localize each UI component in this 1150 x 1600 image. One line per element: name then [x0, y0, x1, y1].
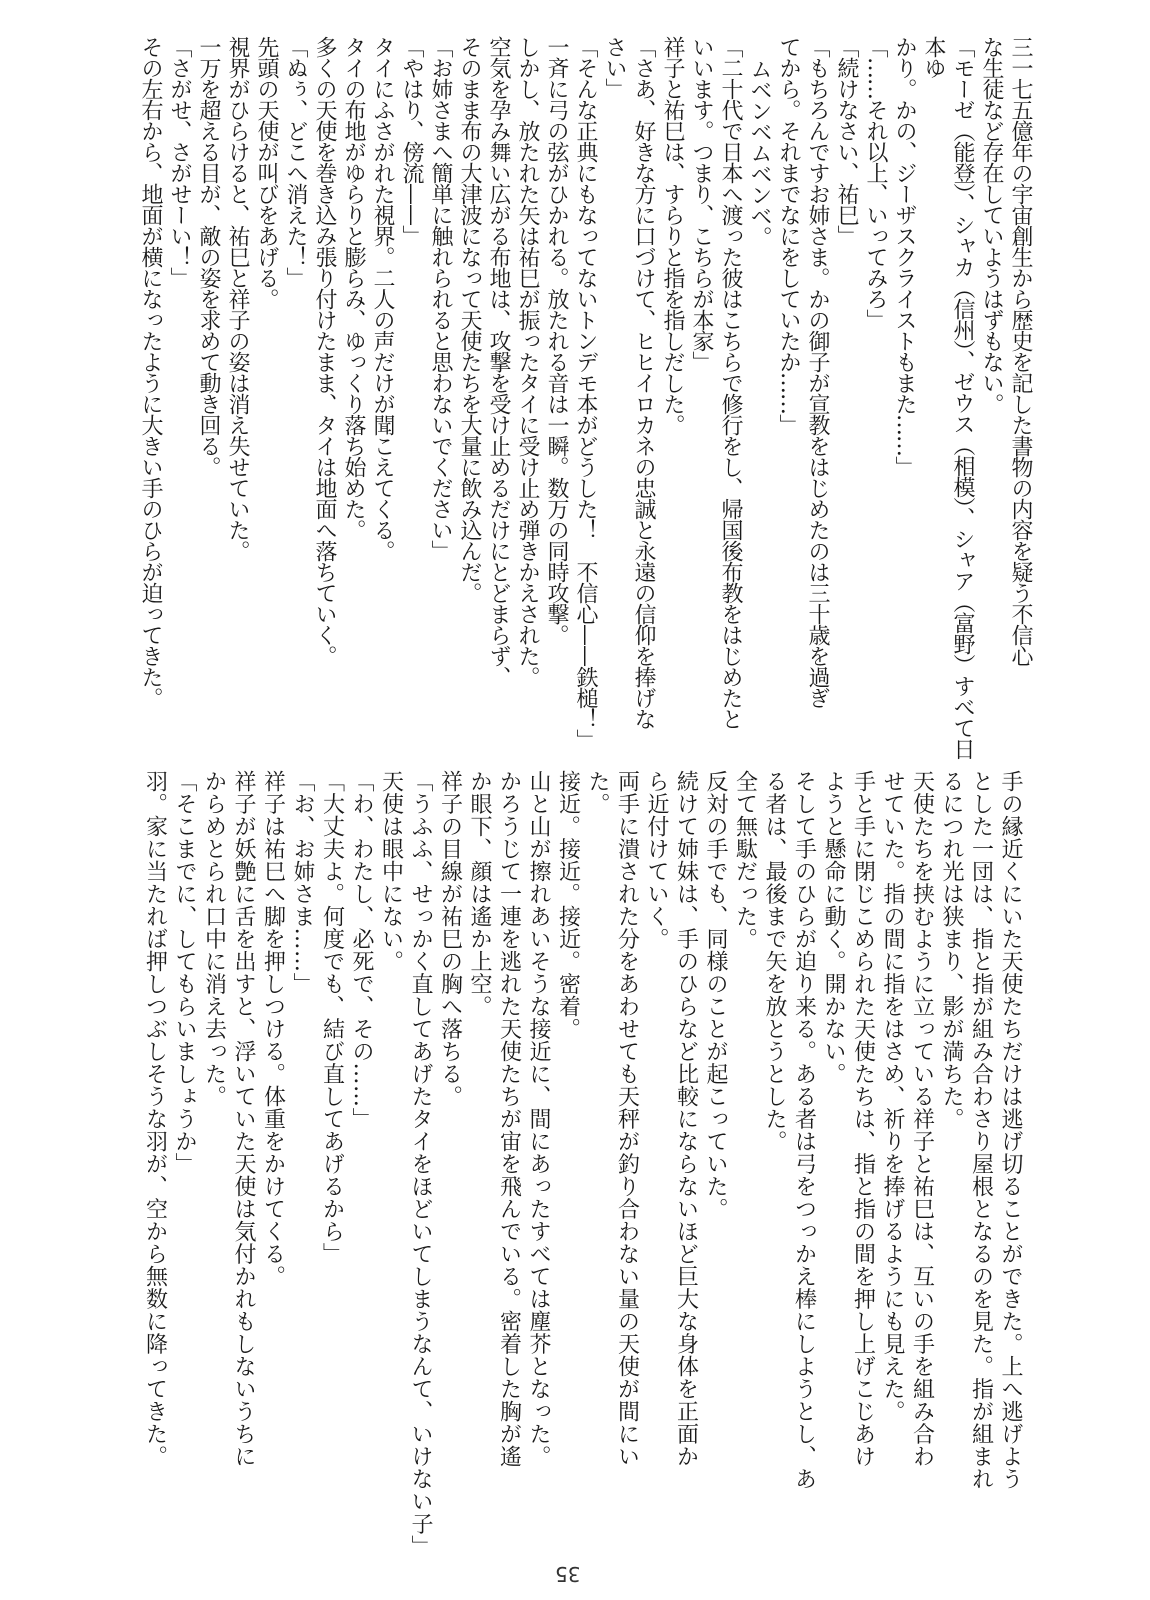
text-line: 「さあ、好きな方に口づけて、ヒヒイロカネの忠誠と永遠の信仰を捧げな — [631, 36, 656, 729]
text-line: 「大丈夫よ。何度でも、結び直してあげるから」 — [319, 770, 345, 1265]
text-line: 手と手に閉じこめられた天使たちは、指と指の間を押し上げこじあけ — [850, 770, 876, 1468]
text-line: 三一七五億年の宇宙創生から歴史を記した書物の内容を疑う不信心 — [1008, 36, 1033, 666]
text-line: からめとられ口中に消え去った。 — [201, 770, 227, 1108]
text-line: ようと懸命に動く。開かない。 — [821, 770, 846, 1085]
text-line: かり。かの、ジーザスクライストもまた……」 — [892, 36, 917, 477]
text-line: 「わ、わたし、必死で、その……」 — [349, 770, 374, 1130]
text-line: 「……それ以上、いってみろ」 — [863, 36, 888, 330]
text-line: 祥子と祐巳は、すらりと指を指しだした。 — [660, 36, 685, 435]
text-line: 視界がひらけると、祐巳と祥子の姿は消え失せていた。 — [225, 36, 250, 561]
page-number: 35 — [555, 1562, 581, 1586]
text-line: 多くの天使を巻き込み張り付けたまま、タイは地面へ落ちていく。 — [312, 36, 337, 666]
text-line: 「そんな正典にもなってないトンデモ本がどうした！ 不信心——鉄槌！」 — [573, 36, 598, 750]
text-line: そして手のひらが迫り来る。ある者は弓をつっかえ棒にしようとし、あ — [791, 770, 817, 1490]
text-line: 一万を超える目が、敵の姿を求めて動き回る。 — [196, 36, 221, 477]
text-line: 「モーゼ（能登）、シャカ（信州）、ゼウス（相模）、シャア（富野）すべて日本ゆ — [921, 36, 975, 759]
text-line: ら近付けていく。 — [644, 770, 669, 950]
text-line: 天使たちを挟むように立っている祥子と祐巳は、互いの手を組み合わ — [909, 770, 935, 1468]
top-text-block — [35, 36, 1035, 762]
text-line: ムベンベムベンベ。 — [747, 58, 772, 247]
text-line: せていた。指の間に指をはさめ、祈りを捧げるようにも見えた。 — [880, 770, 905, 1423]
text-line: 祥子が妖艶に舌を出すと、浮いていた天使は気付かれもしないうちに — [231, 770, 256, 1468]
text-line: いいます。つまり、こちらが本家」 — [689, 36, 714, 372]
text-line: 一斉に弓の弦がひかれる。放たれる音は一瞬。数万の同時攻撃。 — [544, 36, 569, 645]
text-line: 「やはり、傍流——」 — [399, 36, 424, 246]
text-line: 空気を孕み舞い広がる布地は、攻撃を受け止めるだけにとどまらず、 — [486, 36, 511, 687]
text-line: 続けて姉妹は、手のひらなど比較にならないほど巨大な身体を正面か — [673, 770, 699, 1468]
text-line: しかし、放たれた矢は祐巳が振ったタイに受け止め弾きかえされた。 — [515, 36, 540, 687]
text-line: 先頭の天使が叫びをあげる。 — [254, 36, 279, 309]
text-line: タイの布地がゆらりと膨らみ、ゆっくり落ち始めた。 — [341, 36, 366, 540]
text-line: 「うふふ、せっかく直してあげたタイをほどいてしまうなんて、いけない子」 — [408, 770, 433, 1558]
text-line: 「続けなさい、祐巳」 — [834, 36, 859, 246]
text-line: た。 — [585, 770, 610, 815]
text-line: 「そこまでに、してもらいましょうか」 — [172, 770, 197, 1175]
text-line: 全て無駄だった。 — [732, 770, 758, 950]
text-line: 「二十代で日本へ渡った彼はこちらで修行をし、帰国後布教をはじめたと — [718, 36, 743, 729]
text-line: 祥子の目線が祐巳の胸へ落ちる。 — [437, 770, 463, 1108]
text-line: さい」 — [602, 36, 627, 99]
text-line: 「さがせ、さがせーい！」 — [167, 36, 192, 288]
text-line: 「もちろんですお姉さま。かの御子が宣教をはじめたのは三十歳を過ぎ — [805, 36, 830, 708]
text-line: かろうじて一連を逃れた天使たちが宙を飛んでいる。密着した胸が遙 — [496, 770, 522, 1468]
text-line: るにつれ光は狭まり、影が満ちた。 — [939, 770, 964, 1130]
text-line: とした一団は、指と指が組み合わさり屋根となるのを見た。指が組まれ — [968, 770, 994, 1490]
text-line: てから。それまでなにをしていたか……」 — [776, 36, 801, 435]
text-line: な生徒など存在していようはずもない。 — [979, 36, 1004, 414]
text-line: 接近。接近。接近。密着。 — [555, 770, 581, 1040]
text-line: 羽。家に当たれば押しつぶしそうな羽が、空から無数に降ってきた。 — [142, 770, 168, 1468]
text-line: 「お姉さまへ簡単に触れられると思わないでください」 — [428, 36, 453, 561]
text-line: か眼下、顔は遙か上空。 — [467, 770, 492, 1018]
text-line: 山と山が擦れあいそうな接近に、間にあったすべては塵芥となった。 — [526, 770, 551, 1468]
text-line: 反対の手でも、同様のことが起こっていた。 — [703, 770, 728, 1220]
text-line: タイにふさがれた視界。二人の声だけが聞こえてくる。 — [370, 36, 395, 561]
text-line: 祥子は祐巳へ脚を押しつける。体重をかけてくる。 — [260, 770, 286, 1288]
text-line: 両手に潰された分をあわせても天秤が釣り合わない量の天使が間にい — [614, 770, 640, 1468]
text-line: 「お、お姉さま……」 — [290, 770, 315, 995]
text-line: 「ぬぅ、どこへ消えた！」 — [283, 36, 308, 288]
text-line: る者は、最後まで矢を放とうとした。 — [762, 770, 787, 1153]
text-line: そのまま布の大津波になって天使たちを大量に飲み込んだ。 — [457, 36, 482, 603]
bottom-text-block — [25, 770, 1025, 1558]
text-line: 天使は眼中にない。 — [378, 770, 404, 973]
text-line: その左右から、地面が横になったように大きい手のひらが迫ってきた。 — [138, 36, 163, 708]
text-line: 手の縁近くにいた天使たちだけは逃げ切ることができた。上へ逃げよう — [998, 770, 1023, 1490]
